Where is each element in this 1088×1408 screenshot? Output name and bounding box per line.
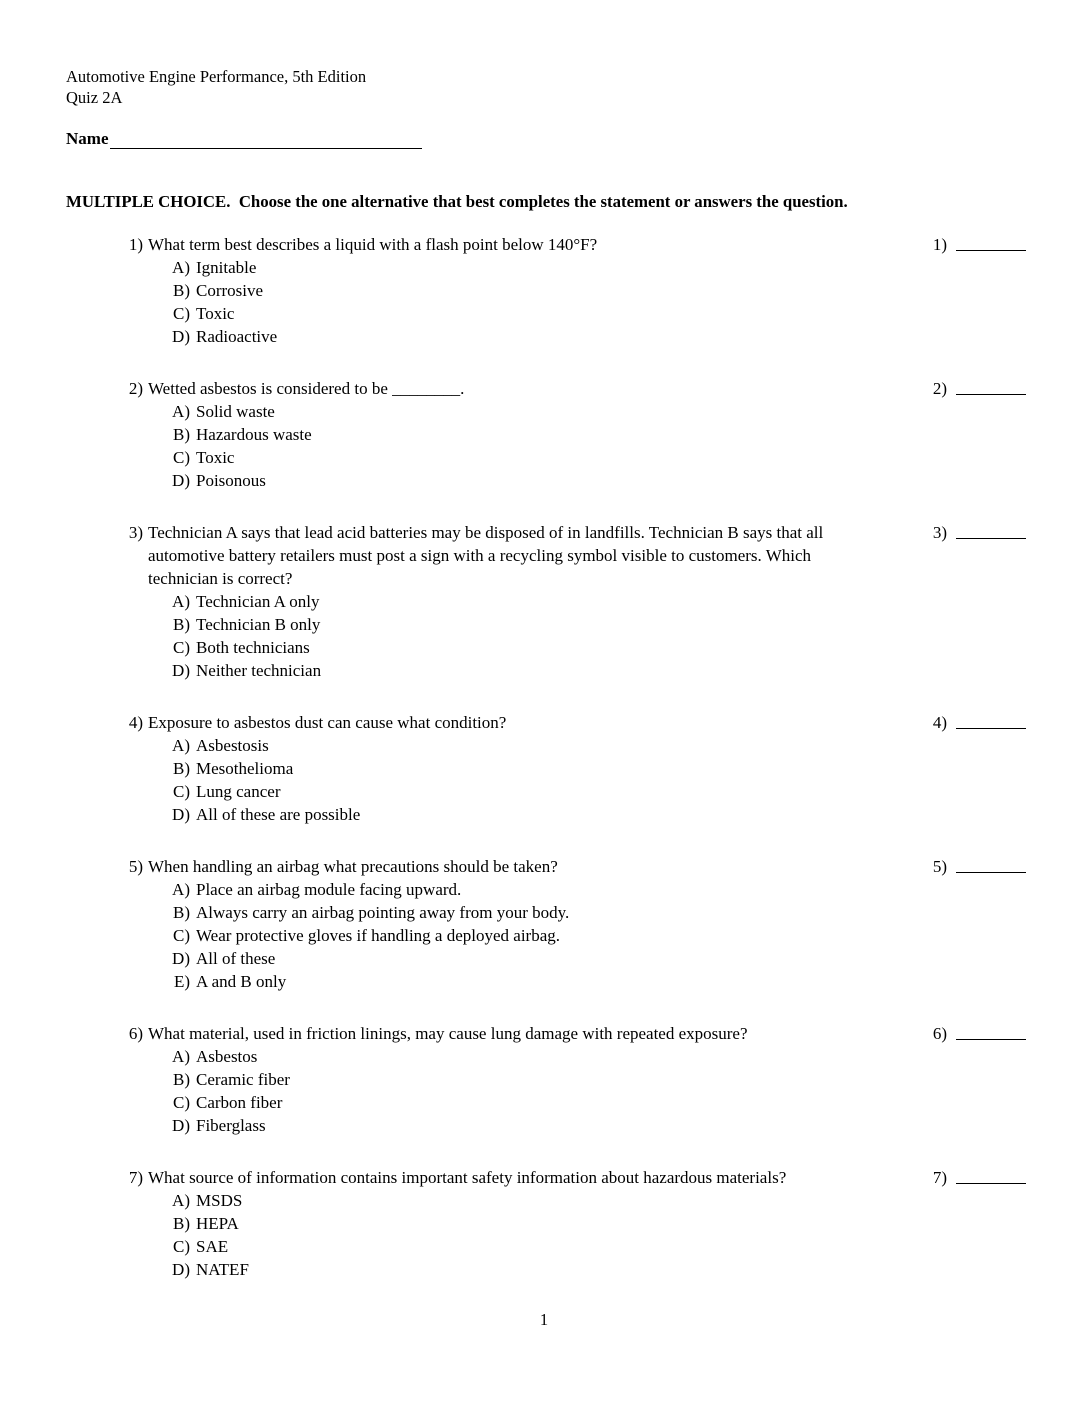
option-text: Asbestosis	[196, 736, 269, 755]
options-list	[66, 1189, 876, 1281]
option-letter: A)	[172, 402, 190, 421]
question-number: 1)	[128, 235, 143, 254]
options-list	[66, 734, 876, 826]
option-row	[66, 757, 876, 780]
option-letter: D)	[172, 805, 190, 824]
question-block	[66, 1022, 1026, 1137]
option-text: Technician A only	[196, 592, 320, 611]
instructions-text: MULTIPLE CHOICE. Choose the one alternative that best completes the statement or answers the question.	[66, 192, 848, 211]
question-line	[66, 521, 876, 590]
answer-area	[927, 521, 1026, 544]
answer-blank[interactable]	[956, 855, 1026, 873]
option-row	[66, 970, 876, 993]
option-row	[66, 780, 876, 803]
option-text: Asbestos	[196, 1047, 258, 1066]
answer-blank[interactable]	[956, 377, 1026, 395]
option-letter: A)	[172, 258, 190, 277]
question-line	[66, 711, 876, 734]
option-letter: C)	[173, 782, 190, 801]
option-text: Toxic	[196, 304, 235, 323]
question-number: 6)	[128, 1024, 143, 1043]
option-row	[66, 659, 876, 682]
option-row	[66, 590, 876, 613]
question-body	[66, 1166, 876, 1281]
option-text: Lung cancer	[196, 782, 281, 801]
answer-blank[interactable]	[956, 1166, 1026, 1184]
name-row	[66, 129, 1026, 149]
option-letter: B)	[173, 1070, 190, 1089]
option-row	[66, 469, 876, 492]
option-row	[66, 302, 876, 325]
option-letter: D)	[172, 1260, 190, 1279]
answer-area	[927, 711, 1026, 734]
options-list	[66, 878, 876, 993]
question-text: What material, used in friction linings, may cause lung damage with repeated exposure?	[148, 1024, 748, 1043]
option-row	[66, 1068, 876, 1091]
question-line	[66, 377, 876, 400]
option-row	[66, 1114, 876, 1137]
question-number: 5)	[128, 857, 143, 876]
option-text: Solid waste	[196, 402, 275, 421]
page-number: 1	[539, 1310, 549, 1329]
question-line	[66, 855, 876, 878]
option-letter: C)	[173, 448, 190, 467]
question-block	[66, 521, 1026, 682]
question-line	[66, 1166, 876, 1189]
option-row	[66, 901, 876, 924]
question-text: Exposure to asbestos dust can cause what condition?	[148, 713, 507, 732]
option-row	[66, 924, 876, 947]
question-line	[66, 1022, 876, 1045]
question-block	[66, 855, 1026, 993]
question-text: When handling an airbag what precautions should be taken?	[148, 857, 558, 876]
option-letter: B)	[173, 903, 190, 922]
option-letter: D)	[172, 327, 190, 346]
option-text: Technician B only	[196, 615, 321, 634]
answer-area	[927, 855, 1026, 878]
question-number: 3)	[128, 523, 143, 542]
options-list	[66, 590, 876, 682]
option-text: A and B only	[196, 972, 287, 991]
question-body	[66, 711, 876, 826]
option-text: Hazardous waste	[196, 425, 312, 444]
answer-number: 5)	[932, 857, 947, 876]
option-letter: B)	[173, 281, 190, 300]
option-row	[66, 878, 876, 901]
answer-blank[interactable]	[956, 711, 1026, 729]
answer-area	[927, 377, 1026, 400]
option-row	[66, 734, 876, 757]
question-line	[66, 233, 876, 256]
question-text: What source of information contains important safety information about hazardous materials?	[148, 1168, 787, 1187]
question-text: What term best describes a liquid with a flash point below 140°F?	[148, 235, 598, 254]
option-letter: B)	[173, 425, 190, 444]
document-header	[66, 66, 1026, 108]
option-text: Neither technician	[196, 661, 322, 680]
option-text: Poisonous	[196, 471, 266, 490]
option-letter: C)	[173, 926, 190, 945]
answer-number: 4)	[932, 713, 947, 732]
option-text: Wear protective gloves if handling a deployed airbag.	[196, 926, 560, 945]
option-row	[66, 1091, 876, 1114]
option-letter: B)	[173, 615, 190, 634]
option-letter: A)	[172, 1191, 190, 1210]
option-text: All of these	[196, 949, 276, 968]
option-letter: D)	[172, 1116, 190, 1135]
answer-number: 7)	[932, 1168, 947, 1187]
options-list	[66, 1045, 876, 1137]
answer-number: 1)	[932, 235, 947, 254]
option-row	[66, 423, 876, 446]
answer-number: 6)	[932, 1024, 947, 1043]
option-row	[66, 279, 876, 302]
question-number: 4)	[128, 713, 143, 732]
answer-area	[927, 1166, 1026, 1189]
option-row	[66, 1235, 876, 1258]
option-letter: B)	[173, 1214, 190, 1233]
question-block	[66, 233, 1026, 348]
option-row	[66, 803, 876, 826]
option-row	[66, 947, 876, 970]
option-text: Both technicians	[196, 638, 310, 657]
option-letter: C)	[173, 638, 190, 657]
option-text: Fiberglass	[196, 1116, 266, 1135]
question-block	[66, 377, 1026, 492]
answer-blank[interactable]	[956, 521, 1026, 539]
name-label: Name	[66, 129, 109, 148]
option-text: Place an airbag module facing upward.	[196, 880, 462, 899]
answer-blank[interactable]	[956, 233, 1026, 251]
answer-number: 3)	[932, 523, 947, 542]
option-letter: A)	[172, 736, 190, 755]
question-body	[66, 1022, 876, 1137]
option-row	[66, 1258, 876, 1281]
option-text: MSDS	[196, 1191, 243, 1210]
option-letter: C)	[173, 1237, 190, 1256]
option-letter: D)	[172, 471, 190, 490]
option-row	[66, 256, 876, 279]
option-text: Ignitable	[196, 258, 257, 277]
answer-area	[927, 1022, 1026, 1045]
answer-number: 2)	[932, 379, 947, 398]
questions-list	[66, 233, 1026, 1281]
option-text: NATEF	[196, 1260, 249, 1279]
question-text: Wetted asbestos is considered to be ________.	[148, 379, 465, 398]
answer-area	[927, 233, 1026, 256]
option-text: Corrosive	[196, 281, 264, 300]
option-text: Always carry an airbag pointing away from your body.	[196, 903, 570, 922]
option-row	[66, 1045, 876, 1068]
question-number: 7)	[128, 1168, 143, 1187]
option-text: Mesothelioma	[196, 759, 294, 778]
name-input-line[interactable]	[110, 131, 422, 149]
option-text: SAE	[196, 1237, 229, 1256]
quiz-subtitle: Quiz 2A	[66, 88, 123, 107]
answer-blank[interactable]	[956, 1022, 1026, 1040]
option-row	[66, 446, 876, 469]
question-block	[66, 711, 1026, 826]
option-row	[66, 613, 876, 636]
question-number: 2)	[128, 379, 143, 398]
option-row	[66, 1212, 876, 1235]
option-text: HEPA	[196, 1214, 239, 1233]
option-row	[66, 325, 876, 348]
option-letter: E)	[173, 972, 190, 991]
option-letter: A)	[172, 880, 190, 899]
option-text: Radioactive	[196, 327, 278, 346]
options-list	[66, 256, 876, 348]
option-letter: D)	[172, 661, 190, 680]
option-text: Toxic	[196, 448, 235, 467]
option-letter: A)	[172, 1047, 190, 1066]
option-row	[66, 1189, 876, 1212]
option-letter: D)	[172, 949, 190, 968]
option-letter: C)	[173, 304, 190, 323]
option-row	[66, 400, 876, 423]
option-text: All of these are possible	[196, 805, 361, 824]
option-letter: B)	[173, 759, 190, 778]
question-body	[66, 233, 876, 348]
option-text: Ceramic fiber	[196, 1070, 290, 1089]
question-body	[66, 521, 876, 682]
options-list	[66, 400, 876, 492]
question-block	[66, 1166, 1026, 1281]
question-text: Technician A says that lead acid batteries may be disposed of in landfills. Technician B says that all automotive battery retailers must post a sign with a recycling symbol visible to customers. Which technician is correct?	[148, 523, 824, 588]
question-body	[66, 855, 876, 993]
option-letter: A)	[172, 592, 190, 611]
document-title: Automotive Engine Performance, 5th Edition	[66, 67, 367, 86]
question-body	[66, 377, 876, 492]
option-letter: C)	[173, 1093, 190, 1112]
option-text: Carbon fiber	[196, 1093, 283, 1112]
option-row	[66, 636, 876, 659]
